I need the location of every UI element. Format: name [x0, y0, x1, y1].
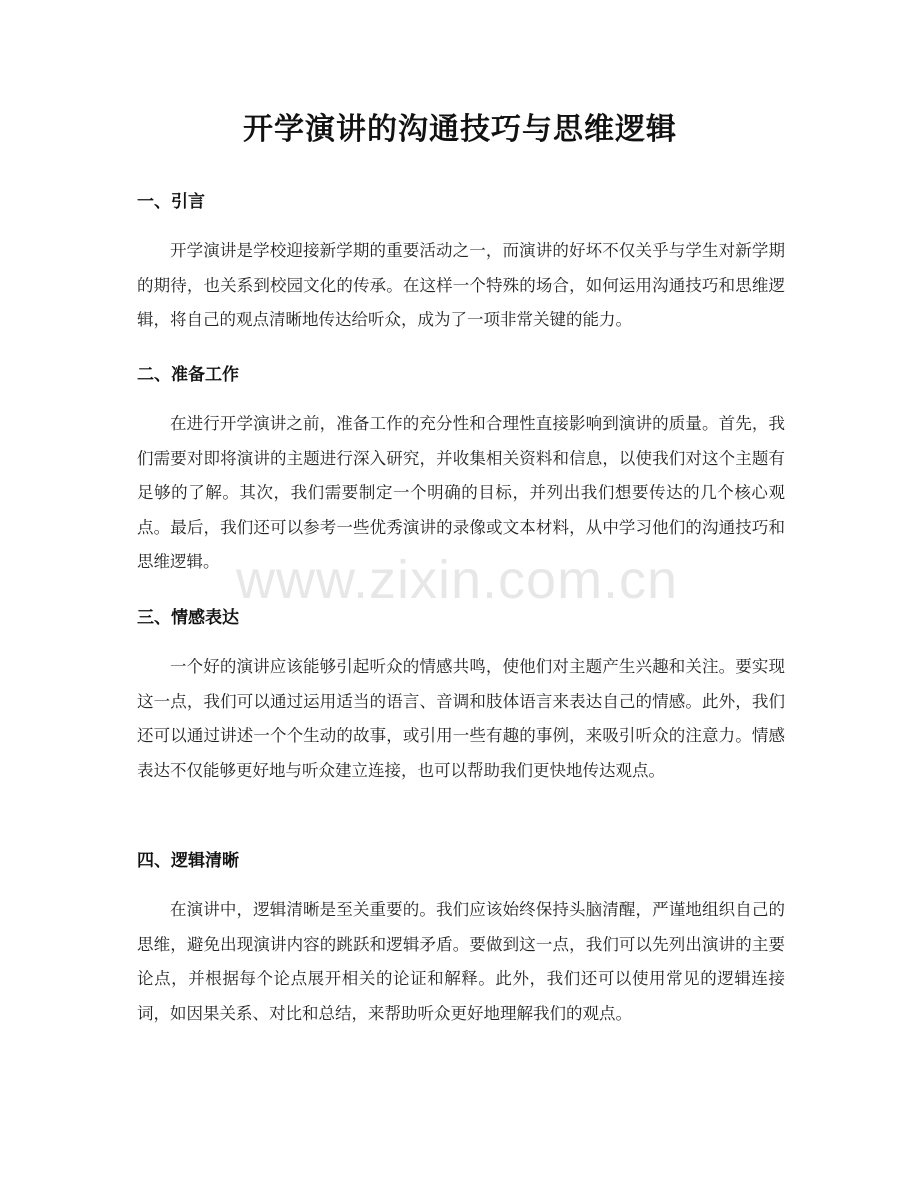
section-heading-emotion: 三、情感表达 [137, 608, 239, 628]
section-paragraph-introduction: 开学演讲是学校迎接新学期的重要活动之一，而演讲的好坏不仅关乎与学生对新学期的期待，也关系到校园文化的传承。在这样一个特殊的场合，如何运用沟通技巧和思维逻辑，将自己的观点清晰地传达给听众，成为了一项非常关键的能力。 [137, 241, 785, 329]
page-title: 开学演讲的沟通技巧与思维逻辑 [243, 112, 677, 147]
watermark: www.zixin.com.cn [236, 550, 679, 610]
section-heading-introduction: 一、引言 [137, 192, 205, 212]
section-paragraph-logic: 在演讲中，逻辑清晰是至关重要的。我们应该始终保持头脑清醒，严谨地组织自己的思维，避免出现演讲内容的跳跃和逻辑矛盾。要做到这一点，我们可以先列出演讲的主要论点，并根据每个论点展开相关的论证和解释。此外，我们还可以使用常见的逻辑连接词，如因果关系、对比和总结，来帮助听众更好地理解我们的观点。 [137, 900, 785, 1023]
section-paragraph-emotion: 一个好的演讲应该能够引起听众的情感共鸣，使他们对主题产生兴趣和关注。要实现这一点，我们可以通过运用适当的语言、音调和肢体语言来表达自己的情感。此外，我们还可以通过讲述一个个生动的故事，或引用一些有趣的事例，来吸引听众的注意力。情感表达不仅能够更好地与听众建立连接，也可以帮助我们更快地传达观点。 [137, 657, 785, 780]
section-heading-preparation: 二、准备工作 [137, 365, 239, 385]
section-paragraph-preparation: 在进行开学演讲之前，准备工作的充分性和合理性直接影响到演讲的质量。首先，我们需要对即将演讲的主题进行深入研究，并收集相关资料和信息，以使我们对这个主题有足够的了解。其次，我们需要制定一个明确的目标，并列出我们想要传达的几个核心观点。最后，我们还可以参考一些优秀演讲的录像或文本材料，从中学习他们的沟通技巧和思维逻辑。 [137, 414, 785, 571]
section-heading-logic: 四、逻辑清晰 [137, 851, 239, 871]
